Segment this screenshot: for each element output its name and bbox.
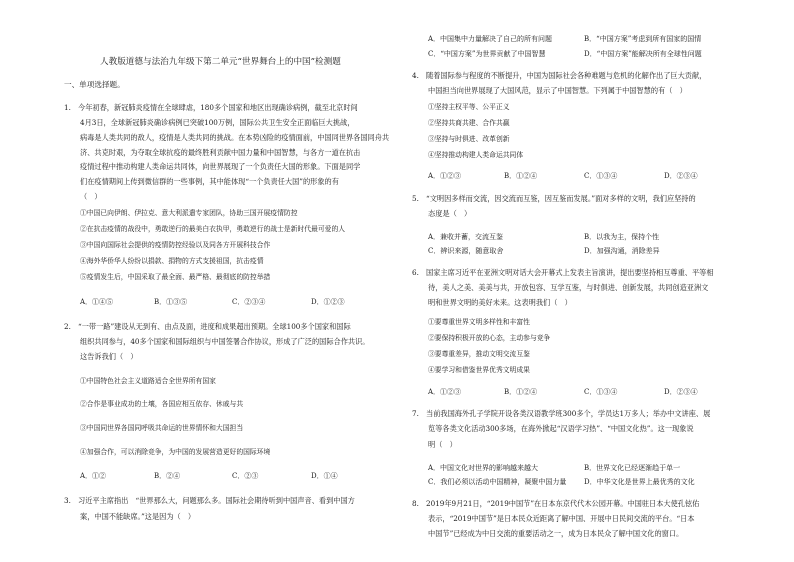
statement-item: ②在抗击疫情的战役中，勇敢逆行的最美白衣执甲，勇敢逆行的战士是新时代最可爱的人 <box>80 225 346 233</box>
question-line: 病毒是人类共同的敌人，疫情是人类共同的挑战。在本势凶险的疫情面前，中国同世界各国同舟共 <box>80 133 390 142</box>
question-line: 5. “文明因多样而交流，因交流而互鉴，因互鉴而发展。”面对多样的文明，我们应坚持的 <box>412 194 696 203</box>
answer-option: A．中国文化对世界的影响越来越大 <box>428 464 539 472</box>
question-line: 4月3日，全球新冠肺炎确诊病例已突破100万例，国际公共卫生安全正面临巨大挑战， <box>80 118 355 127</box>
statement-item: ③中国同世界各国同呼吸共命运的世界情怀和大国担当 <box>80 424 244 432</box>
answer-option: A．①② <box>80 472 107 480</box>
statement-item: ①中国已向伊朗、伊拉克、意大利派遣专家团队，协助三国开展疫情防控 <box>80 209 298 217</box>
statement-item: ③要尊重差异，推动文明交流互鉴 <box>428 350 530 358</box>
question-line: （ ） <box>80 192 102 201</box>
answer-option: D．②③④ <box>664 172 698 180</box>
question-line: 济、共克时艰，为夺取全球抗疫的最终胜利贡献中国力量和中国智慧，与各方一道在抗击 <box>80 148 361 157</box>
answer-option: A．①②③ <box>428 388 462 396</box>
statement-item: ③坚持与时俱进、改革创新 <box>428 135 510 143</box>
question-line: 8. 2019年9月21日，“2019中国节”在日本东京代代木公园开幕。中国驻日本大使孔铉佑 <box>412 499 700 508</box>
answer-option: B．①③⑤ <box>154 298 188 306</box>
answer-option: C．辨识来源，随意取舍 <box>428 247 504 255</box>
question-line: 1. 今年初春，新冠肺炎疫情在全球肆虐，180多个国家和地区出现确诊病例，截至北京时间 <box>64 103 358 112</box>
question-line: 3. 习近平主席指出 “世界那么大，问题那么多。国际社会期待听到中国声音、看到中国方 <box>64 496 355 505</box>
question-line: 表示，“2019中国节”是日本民众近距离了解中国、开展中日民间交流的平台。“日本 <box>428 514 695 523</box>
statement-item: ③中国向国际社会提供的疫情防控经验以及同各方开展科技合作 <box>80 241 271 249</box>
answer-option: C．①③④ <box>584 172 618 180</box>
answer-option: B．①②④ <box>504 388 538 396</box>
question-line: 览等各类文化活动300多场，在海外掀起“汉语学习热”、“中国文化热”。这一现象说 <box>428 424 694 433</box>
section-heading: 一、单项选择题。 <box>64 80 125 89</box>
answer-option: A．兼收并蓄，交流互鉴 <box>428 233 504 241</box>
answer-option: D．①②③ <box>311 298 345 306</box>
answer-option: D．加强沟通，消除差异 <box>584 247 660 255</box>
statement-item: ①要尊重世界文明多样性和丰富性 <box>428 318 530 326</box>
statement-item: ①中国特色社会主义道路适合全世界所有国家 <box>80 377 216 385</box>
statement-item: ②坚持共商共建、合作共赢 <box>428 119 510 127</box>
answer-option: D．②③④ <box>664 388 698 396</box>
statement-item: ②合作是事业成功的土壤，各国应相互依存、休戚与共 <box>80 400 244 408</box>
question-line: 明和世界文明的美好未来。这表明我们（ ） <box>428 298 572 307</box>
question-line: 态度是（ ） <box>428 209 472 218</box>
question-line: 案，中国不能缺席。”这是因为（ ） <box>80 512 196 521</box>
answer-option: C．②③④ <box>232 298 266 306</box>
answer-option: B．①②④ <box>504 172 538 180</box>
answer-option: A．①②③ <box>428 172 462 180</box>
question-line: 疫情过程中推动构建人类命运共同体，向世界展现了一个负责任大国的形象。下面是同学 <box>80 162 361 171</box>
question-line: 4. 随着国际参与程度的不断提升，中国为国际社会各种难题与危机的化解作出了巨大贡献， <box>412 71 707 80</box>
answer-option: B．②④ <box>154 472 181 480</box>
question-line: 待，美人之美、美美与共，开放包容、互学互鉴，与时俱进、创新发展，共同创造亚洲文 <box>428 283 709 292</box>
question-line: 们在疫情期间上传到微信群的一些事例，其中能体现“一个负责任大国”的形象的有 <box>80 177 339 186</box>
question-line: 2. “一带一路”建设从无到有、由点及面，进度和成果超出预期。全球100多个国家和国际 <box>64 322 351 331</box>
document-title: 人教版道德与法治九年级下第二单元“世界舞台上的中国”检测题 <box>100 57 341 67</box>
question-line: 中国节”已经成为中日交流的重要活动之一，成为日本民众了解中国文化的窗口。 <box>428 529 684 538</box>
answer-option: B．世界文化已经逐渐趋于单一 <box>584 464 681 472</box>
statement-item: ②要保持积极开放的心态，主动参与竞争 <box>428 334 551 342</box>
answer-option: D．①④ <box>311 472 338 480</box>
question-line: 6. 国家主席习近平在亚洲文明对话大会开幕式上发表主旨演讲，提出要坚持相互尊重、平等相 <box>412 268 714 277</box>
answer-option: A．①④⑤ <box>80 298 114 306</box>
answer-option: A．中国集中力量解决了自己的所有问题 <box>428 35 553 43</box>
answer-option: B．以我为主，保持个性 <box>584 233 660 241</box>
answer-option: B．“中国方案”考虑到所有国家的国情 <box>584 35 702 43</box>
statement-item: ④坚持推动构建人类命运共同体 <box>428 151 524 159</box>
answer-option: D．“中国方案”能解决所有全球性问题 <box>584 50 702 58</box>
question-line: 组织共同参与，40多个国家和国际组织与中国签署合作协议，形成了广泛的国际合作共识。 <box>80 337 370 346</box>
answer-option: C．我们必须以活动中国精神，凝聚中国力量 <box>428 478 567 486</box>
statement-item: ④海外华侨华人纷纷以捐款、捐物的方式支援祖国，抗击疫情 <box>80 257 264 265</box>
question-line: 明（ ） <box>428 440 457 449</box>
question-line: 这告诉我们（ ） <box>80 352 138 361</box>
question-line: 7. 当前我国海外孔子学院开设各类汉语教学班300多个，学员达1万多人；举办中文讲座、展 <box>412 409 711 418</box>
statement-item: ④加强合作，可以消除竞争，为中国的发展营造更好的国际环境 <box>80 448 271 456</box>
answer-option: C．“中国方案”为世界贡献了中国智慧 <box>428 50 546 58</box>
statement-item: ①坚持主权平等、公平正义 <box>428 103 510 111</box>
statement-item: ⑤疫情发生后，中国采取了最全面、最严格、最彻底的防控举措 <box>80 273 271 281</box>
statement-item: ④要学习和借鉴世界优秀文明成果 <box>428 366 530 374</box>
answer-option: D．中华文化是世界上最优秀的文化 <box>584 478 695 486</box>
answer-option: C．②③ <box>232 472 259 480</box>
question-line: 中国担当向世界展现了大国风范，显示了中国智慧。下列属于中国智慧的有（ ） <box>428 86 687 95</box>
answer-option: C．①③④ <box>584 388 618 396</box>
